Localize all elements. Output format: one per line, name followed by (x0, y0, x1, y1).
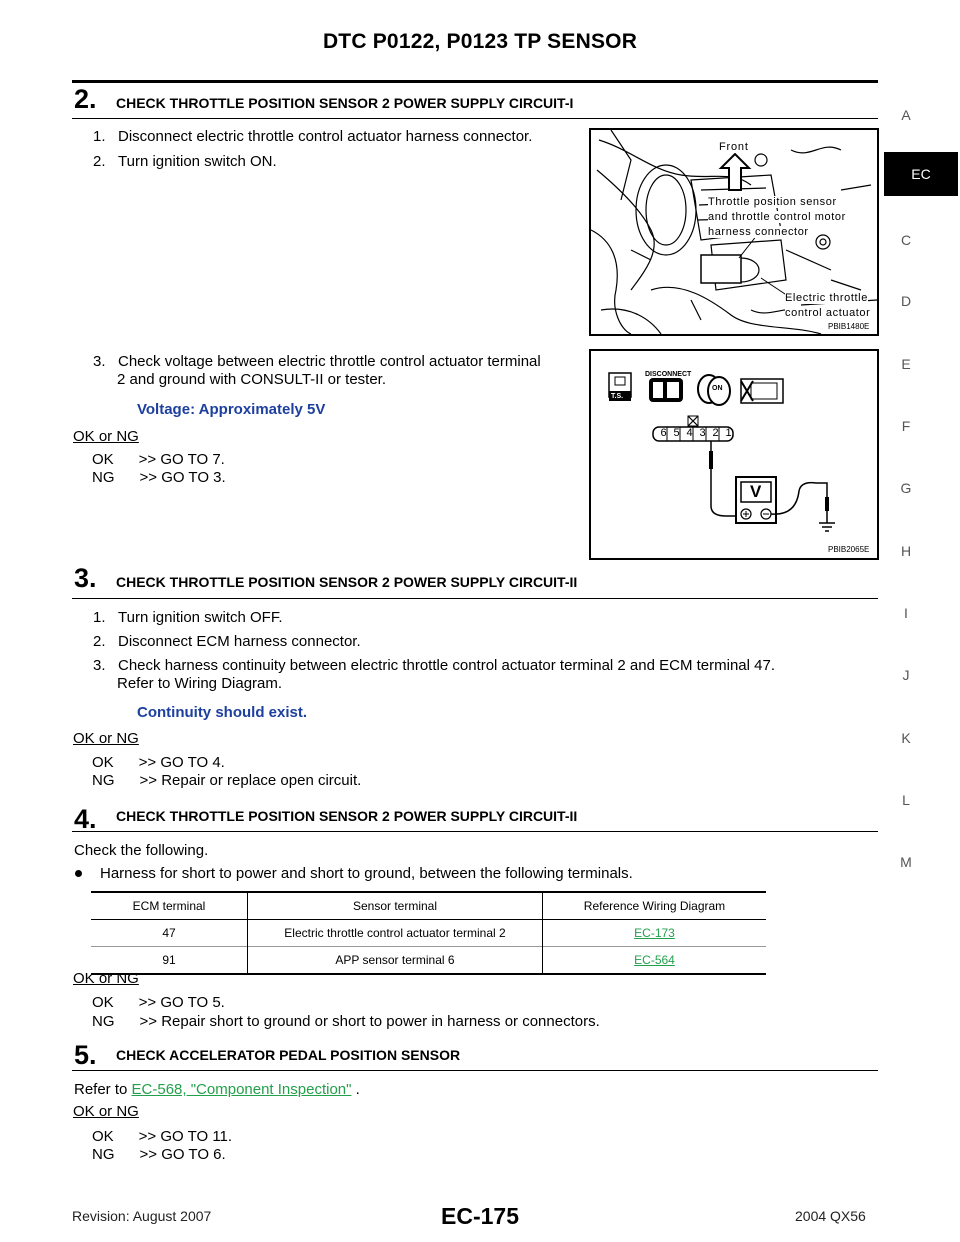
side-tab-g[interactable]: G (900, 480, 912, 496)
table-header-sensor-terminal: Sensor terminal (248, 893, 543, 920)
side-tab-ec-active[interactable]: EC (884, 152, 958, 196)
step-2-item-1: 1. Disconnect electric throttle control actuator harness connector. (93, 128, 533, 145)
side-tab-a[interactable]: A (901, 107, 911, 123)
link-ec-568-component-inspection[interactable]: EC-568, "Component Inspection" (131, 1081, 352, 1098)
pin-6: 6 (660, 427, 667, 439)
side-tab-e[interactable]: E (901, 356, 911, 372)
pin-1: 1 (725, 427, 732, 439)
step-5-rule (72, 1070, 878, 1071)
header-rule (72, 80, 878, 83)
table-header-reference: Reference Wiring Diagram (543, 893, 767, 920)
step-2-ok-or-ng: OK or NG (73, 428, 139, 445)
step-5-refer-prefix: Refer to (74, 1081, 132, 1098)
side-tab-i[interactable]: I (904, 605, 908, 621)
step-5-ok-or-ng: OK or NG (73, 1103, 139, 1120)
side-tab-m[interactable]: M (900, 854, 912, 870)
table-cell-ecm: 91 (162, 953, 176, 967)
step-2-spec: Voltage: Approximately 5V (137, 401, 326, 418)
step-3-title: CHECK THROTTLE POSITION SENSOR 2 POWER SUPPLY CIRCUIT-II (116, 574, 578, 590)
voltage-check-diagram (591, 351, 877, 558)
figure-code-pbib1480e: PBIB1480E (828, 322, 870, 331)
figure-throttle-actuator-location (589, 128, 879, 336)
figure-label-harness-connector: harness connector (708, 226, 809, 238)
footer-model: 2004 QX56 (795, 1208, 866, 1224)
step-2-title: CHECK THROTTLE POSITION SENSOR 2 POWER SUPPLY CIRCUIT-I (116, 95, 574, 111)
step-4-ng: NG >> Repair short to ground or short to power in harness or connectors. (92, 1013, 600, 1030)
step-4-rule (72, 831, 878, 832)
figure-label-control-actuator: control actuator (785, 307, 871, 319)
on-label: ON (712, 385, 723, 392)
side-tab-d[interactable]: D (900, 293, 912, 309)
step-4-title: CHECK THROTTLE POSITION SENSOR 2 POWER SUPPLY CIRCUIT-II (116, 808, 578, 824)
step-3-item-1: 1. Turn ignition switch OFF. (93, 609, 283, 626)
step-4-bullet: Harness for short to power and short to ground, between the following terminals. (100, 865, 633, 882)
pin-5: 5 (673, 427, 680, 439)
step-5-ng: NG >> GO TO 6. (92, 1146, 226, 1163)
step-2-ok: OK >> GO TO 7. (92, 451, 225, 468)
footer-revision: Revision: August 2007 (72, 1208, 212, 1224)
step-2-item-2: 2. Turn ignition switch ON. (93, 153, 277, 170)
figure-label-front: Front (719, 141, 749, 153)
connector-pin-numbers (657, 427, 737, 439)
side-tab-j[interactable]: J (902, 667, 910, 683)
step-5-refer (74, 1080, 360, 1099)
side-tab-k[interactable]: K (901, 730, 911, 746)
terminal-table-grid (91, 893, 766, 973)
side-tab-f[interactable]: F (901, 418, 911, 434)
step-2-item-3-cont: 2 and ground with CONSULT-II or tester. (117, 371, 387, 388)
step-3-item-3: 3. Check harness continuity between electric throttle control actuator terminal 2 and ECM terminal 47. (93, 657, 775, 674)
step-3-item-2: 2. Disconnect ECM harness connector. (93, 633, 361, 650)
table-row (91, 947, 766, 974)
figure-label-tp-sensor: Throttle position sensor (708, 196, 837, 208)
step-5-refer-suffix: . (351, 1081, 360, 1098)
page-title: DTC P0122, P0123 TP SENSOR (322, 30, 638, 53)
link-ec-173[interactable]: EC-173 (634, 926, 675, 940)
table-header-row (91, 893, 766, 920)
pin-2: 2 (712, 427, 719, 439)
figure-code-pbib2065e: PBIB2065E (828, 545, 870, 554)
table-row (91, 920, 766, 947)
step-2-number: 2. (74, 84, 97, 114)
step-3-ok-or-ng: OK or NG (73, 730, 139, 747)
step-3-rule (72, 598, 878, 599)
disconnect-label: DISCONNECT (645, 371, 692, 378)
pin-4: 4 (686, 427, 693, 439)
terminal-table (91, 891, 766, 975)
step-5-number: 5. (74, 1040, 97, 1070)
side-tab-l[interactable]: L (902, 792, 910, 808)
step-3-ok: OK >> GO TO 4. (92, 754, 225, 771)
step-4-ok-or-ng: OK or NG (73, 970, 139, 987)
step-4-intro: Check the following. (74, 842, 209, 859)
voltmeter-v-label: V (750, 482, 762, 501)
figure-voltage-check (589, 349, 879, 560)
step-2-rule (72, 118, 878, 119)
table-cell-sensor: Electric throttle control actuator terminal 2 (248, 920, 543, 947)
table-header-ecm-terminal: ECM terminal (132, 899, 206, 913)
step-4-number: 4. (74, 804, 97, 834)
table-cell-ecm: 47 (162, 926, 176, 940)
ts-label: T.S. (611, 393, 624, 400)
step-5-ok: OK >> GO TO 11. (92, 1128, 233, 1145)
link-ec-564[interactable]: EC-564 (634, 953, 675, 967)
step-2-item-3: 3. Check voltage between electric throttle control actuator terminal (93, 353, 541, 370)
step-3-ng: NG >> Repair or replace open circuit. (92, 772, 362, 789)
pin-3: 3 (699, 427, 706, 439)
step-2-ng: NG >> GO TO 3. (92, 469, 226, 486)
figure-label-electric-throttle: Electric throttle (785, 292, 868, 304)
step-3-spec: Continuity should exist. (137, 704, 308, 721)
table-cell-sensor: APP sensor terminal 6 (248, 947, 543, 974)
step-3-item-3-cont: Refer to Wiring Diagram. (117, 675, 283, 692)
side-tab-h[interactable]: H (900, 543, 912, 559)
step-5-title: CHECK ACCELERATOR PEDAL POSITION SENSOR (116, 1047, 461, 1063)
bullet-dot (75, 870, 82, 877)
figure-label-tp-sensor-2: and throttle control motor (708, 211, 846, 223)
footer-page-number: EC-175 (441, 1203, 519, 1229)
side-tab-c[interactable]: C (900, 232, 912, 248)
step-4-ok: OK >> GO TO 5. (92, 994, 225, 1011)
step-3-number: 3. (74, 563, 97, 593)
